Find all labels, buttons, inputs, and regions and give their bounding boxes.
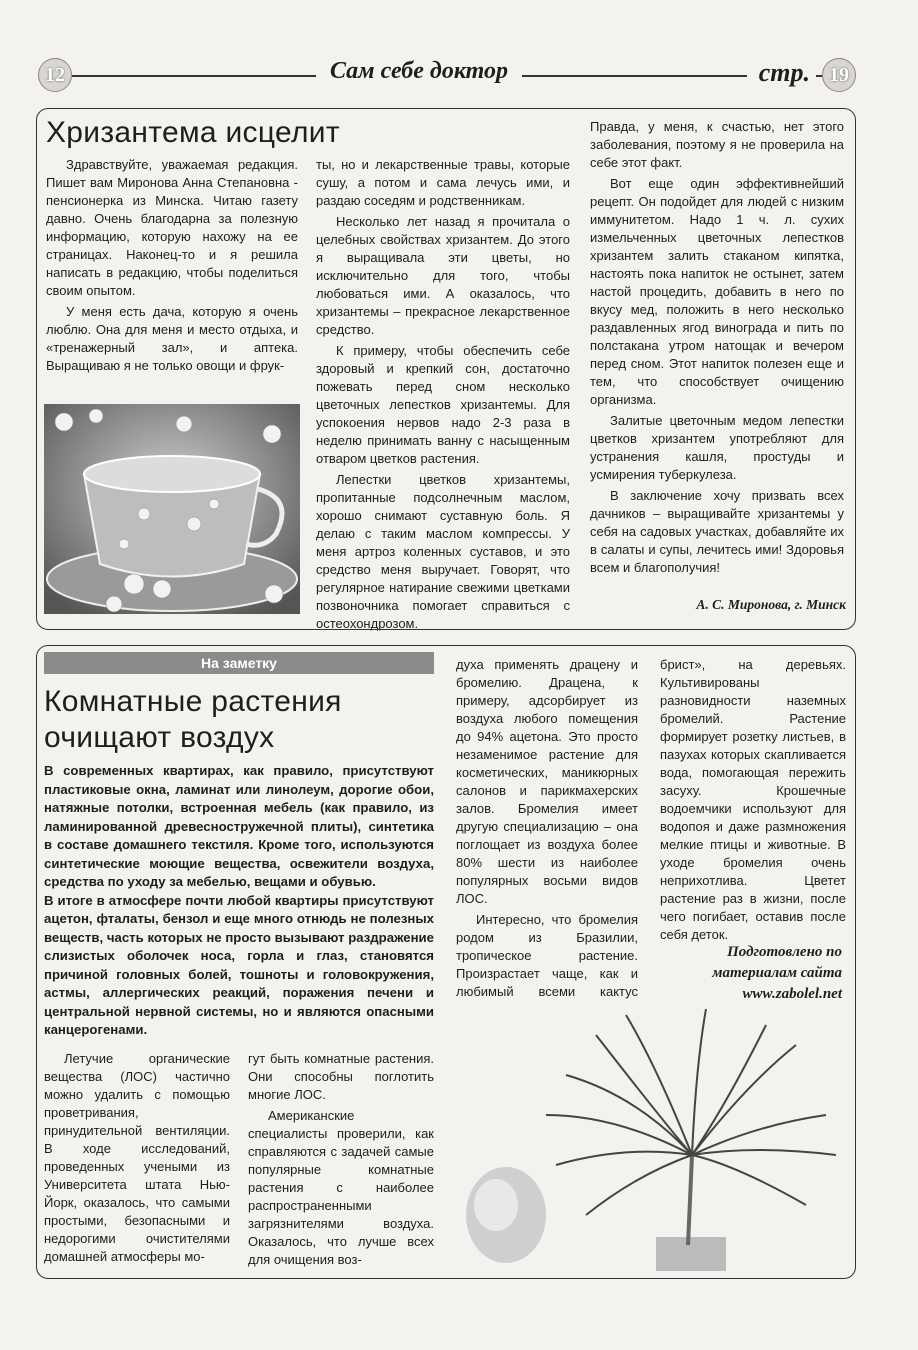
paragraph: Правда, у меня, к счастью, нет этого заболевания, поэтому я не проверила на себе этот факт.	[590, 119, 844, 170]
credit-line: Подготовлено по	[727, 944, 842, 960]
paragraph: Вот еще один эффективнейший рецепт. Он подойдет для людей с низким иммунитетом. Надо 1 ч. л. сухих измельченных цветочных лепестков хризантем залить стаканом кипятка, настоять пока напиток не остынет, затем настой процедить, добавить в него по вкусу мед, положить в него несколько раздавленных ягод винограда и пить по полстакана утром натощак и вечером перед сном. Этот напиток полезен еще и тем, что способствует очищению организма.	[590, 176, 844, 407]
rubric-badge: На заметку	[44, 652, 434, 674]
paragraph: К примеру, чтобы обеспечить себе здоровый и крепкий сон, достаточно пожевать перед сном несколько цветочных лепестков хризантемы. Для успокоения нервов надо 2-3 раза в неделю принимать ванну с насыщенным отваром цветков растения.	[316, 343, 570, 466]
article-title: Хризантема исцелит	[46, 116, 340, 149]
paragraph: Залитые цветочным медом лепестки цветков хризантем употребляют для устранения кашля, простуды и усмирения туберкулеза.	[590, 413, 844, 482]
article2-column-2	[248, 1050, 434, 1269]
tea-cup-photo	[44, 404, 300, 614]
section-title: Сам себе доктор	[316, 58, 522, 85]
paragraph: Здравствуйте, уважаемая редакция. Пишет вам Миронова Анна Степановна - пенсионерка из Минска. Читаю газету давно. Очень благодарна за полезную информацию, которую нахожу на ее страницах. Наконец-то и я решила написать в редакцию, чтобы поделиться своим опытом.	[46, 157, 298, 298]
article2-column-4	[660, 656, 846, 944]
paragraph: Несколько лет назад я прочитала о целебных свойствах хризантем. До этого я выращивала эти цветы, но исключительно для того, чтобы любоваться ими. А оказалось, что хризантемы – прекрасное лекарственное средство.	[316, 214, 570, 337]
paragraph: В заключение хочу призвать всех дачников – выращивайте хризантемы у себя на садовых участках, добавляйте их в салаты и супы, лечитесь ими! Здоровья всем и благополучия!	[590, 488, 844, 575]
paragraph: духа применять драцену и бромелию. Драцена, к примеру, адсорбирует из воздуха любого помещения до 94% ацетона. Это просто незаменимое растение для косметических, маникюрных салонов и парикмахерских залов. Бромелия имеет другую специализацию – она поглощает из воздуха более 80% шести из наиболее популярных восьми видов ЛОС.	[456, 657, 638, 906]
lead-paragraph: В итоге в атмосфере почти любой квартиры присутствуют ацетон, фталаты, бензол и еще много отнюдь не полезных веществ, часть которых не просто вызывают раздражение слизистых оболочек носа, горла и глаз, становятся причиной головных болей, тошноты и головокружения, астмы, аллергических реакций, поражения печени и центральной нервной системы, но и являются опасными канцерогенами.	[44, 892, 434, 1037]
paragraph: У меня есть дача, которую я очень люблю. Она для меня и место отдыха, и «тренажерный зал», и аптека. Выращиваю я не только овощи и фрук-	[46, 304, 298, 373]
article2-lead	[44, 762, 434, 1040]
article2-title	[44, 684, 342, 756]
article2-title-line1: Комнатные растения	[44, 685, 342, 718]
page-number-left: 12	[38, 58, 72, 92]
paragraph: Интересно, что бромелия родом из Бразилии, тропическое растение. Произрастает чаще, как и любимый всеми кактус	[456, 912, 638, 999]
article1-signature: А. С. Миронова, г. Минск	[696, 597, 846, 612]
paragraph: гут быть комнатные растения. Они способны поглотить многие ЛОС.	[248, 1051, 434, 1102]
paragraph: Американские специалисты проверили, как справляются с задачей самые популярные комнатные растения с наиболее распространенными загрязнителями воздуха. Оказалось, что лучше всех для очищения воз-	[248, 1108, 434, 1267]
page-label: стр.	[747, 58, 816, 88]
source-credit	[602, 942, 842, 1005]
page-header	[38, 58, 856, 96]
paragraph: ты, но и лекарственные травы, которые сушу, а потом и сама лечусь ими, и раздаю соседям и родственникам.	[316, 157, 570, 208]
credit-line: материалам сайта	[712, 965, 842, 981]
article1-column-1	[46, 156, 298, 375]
paragraph: брист», на деревьях. Культивированы разновидности наземных бромелий. Растение формирует розетку листьев, в пазухах которых скапливается вода, помогающая пережить засуху. Крошечные водоемчики используют для водопоя и даже размножения мелкие птицы и животные. В уходе бромелия очень неприхотлива. Цветет растение раз в жизни, после чего погибает, оставив после себя деток.	[660, 657, 846, 942]
paragraph: Летучие органические вещества (ЛОС) частично можно удалить с помощью проветривания, принудительной вентиляции. В ходе исследований, проведенных учеными из Университета штата Нью-Йорк, оказалось, что самыми простыми, безопасными и недорогими очистителями домашней атмосферы мо-	[44, 1051, 230, 1264]
article1-column-3	[590, 118, 844, 577]
page-number-right: 19	[822, 58, 856, 92]
article2-column-1	[44, 1050, 230, 1266]
lead-paragraph: В современных квартирах, как правило, присутствуют пластиковые окна, ламинат или линолеум, дорогие обои, натяжные потолки, встроенная мебель (как правило, из ламинированной древесностружечной плиты), синтетика в составе домашнего текстиля. Кроме того, используются синтетические моющие вещества, освежители воздуха, средства по уходу за мебелью, вещами и обувью.	[44, 763, 434, 889]
paragraph: Лепестки цветков хризантемы, пропитанные подсолнечным маслом, хорошо снимают суставную боль. Я делаю с таким маслом компрессы. У меня артроз коленных суставов, и это средство меня выручает. Говорят, что регулярное натирание свежими цветками позвоночника помогает справиться с остеохондрозом.	[316, 472, 570, 631]
article1-column-2	[316, 156, 570, 633]
credit-url: www.zabolel.net	[742, 986, 842, 1002]
article2-title-line2: очищают воздух	[44, 721, 275, 754]
dracaena-plant-photo	[456, 1005, 850, 1273]
